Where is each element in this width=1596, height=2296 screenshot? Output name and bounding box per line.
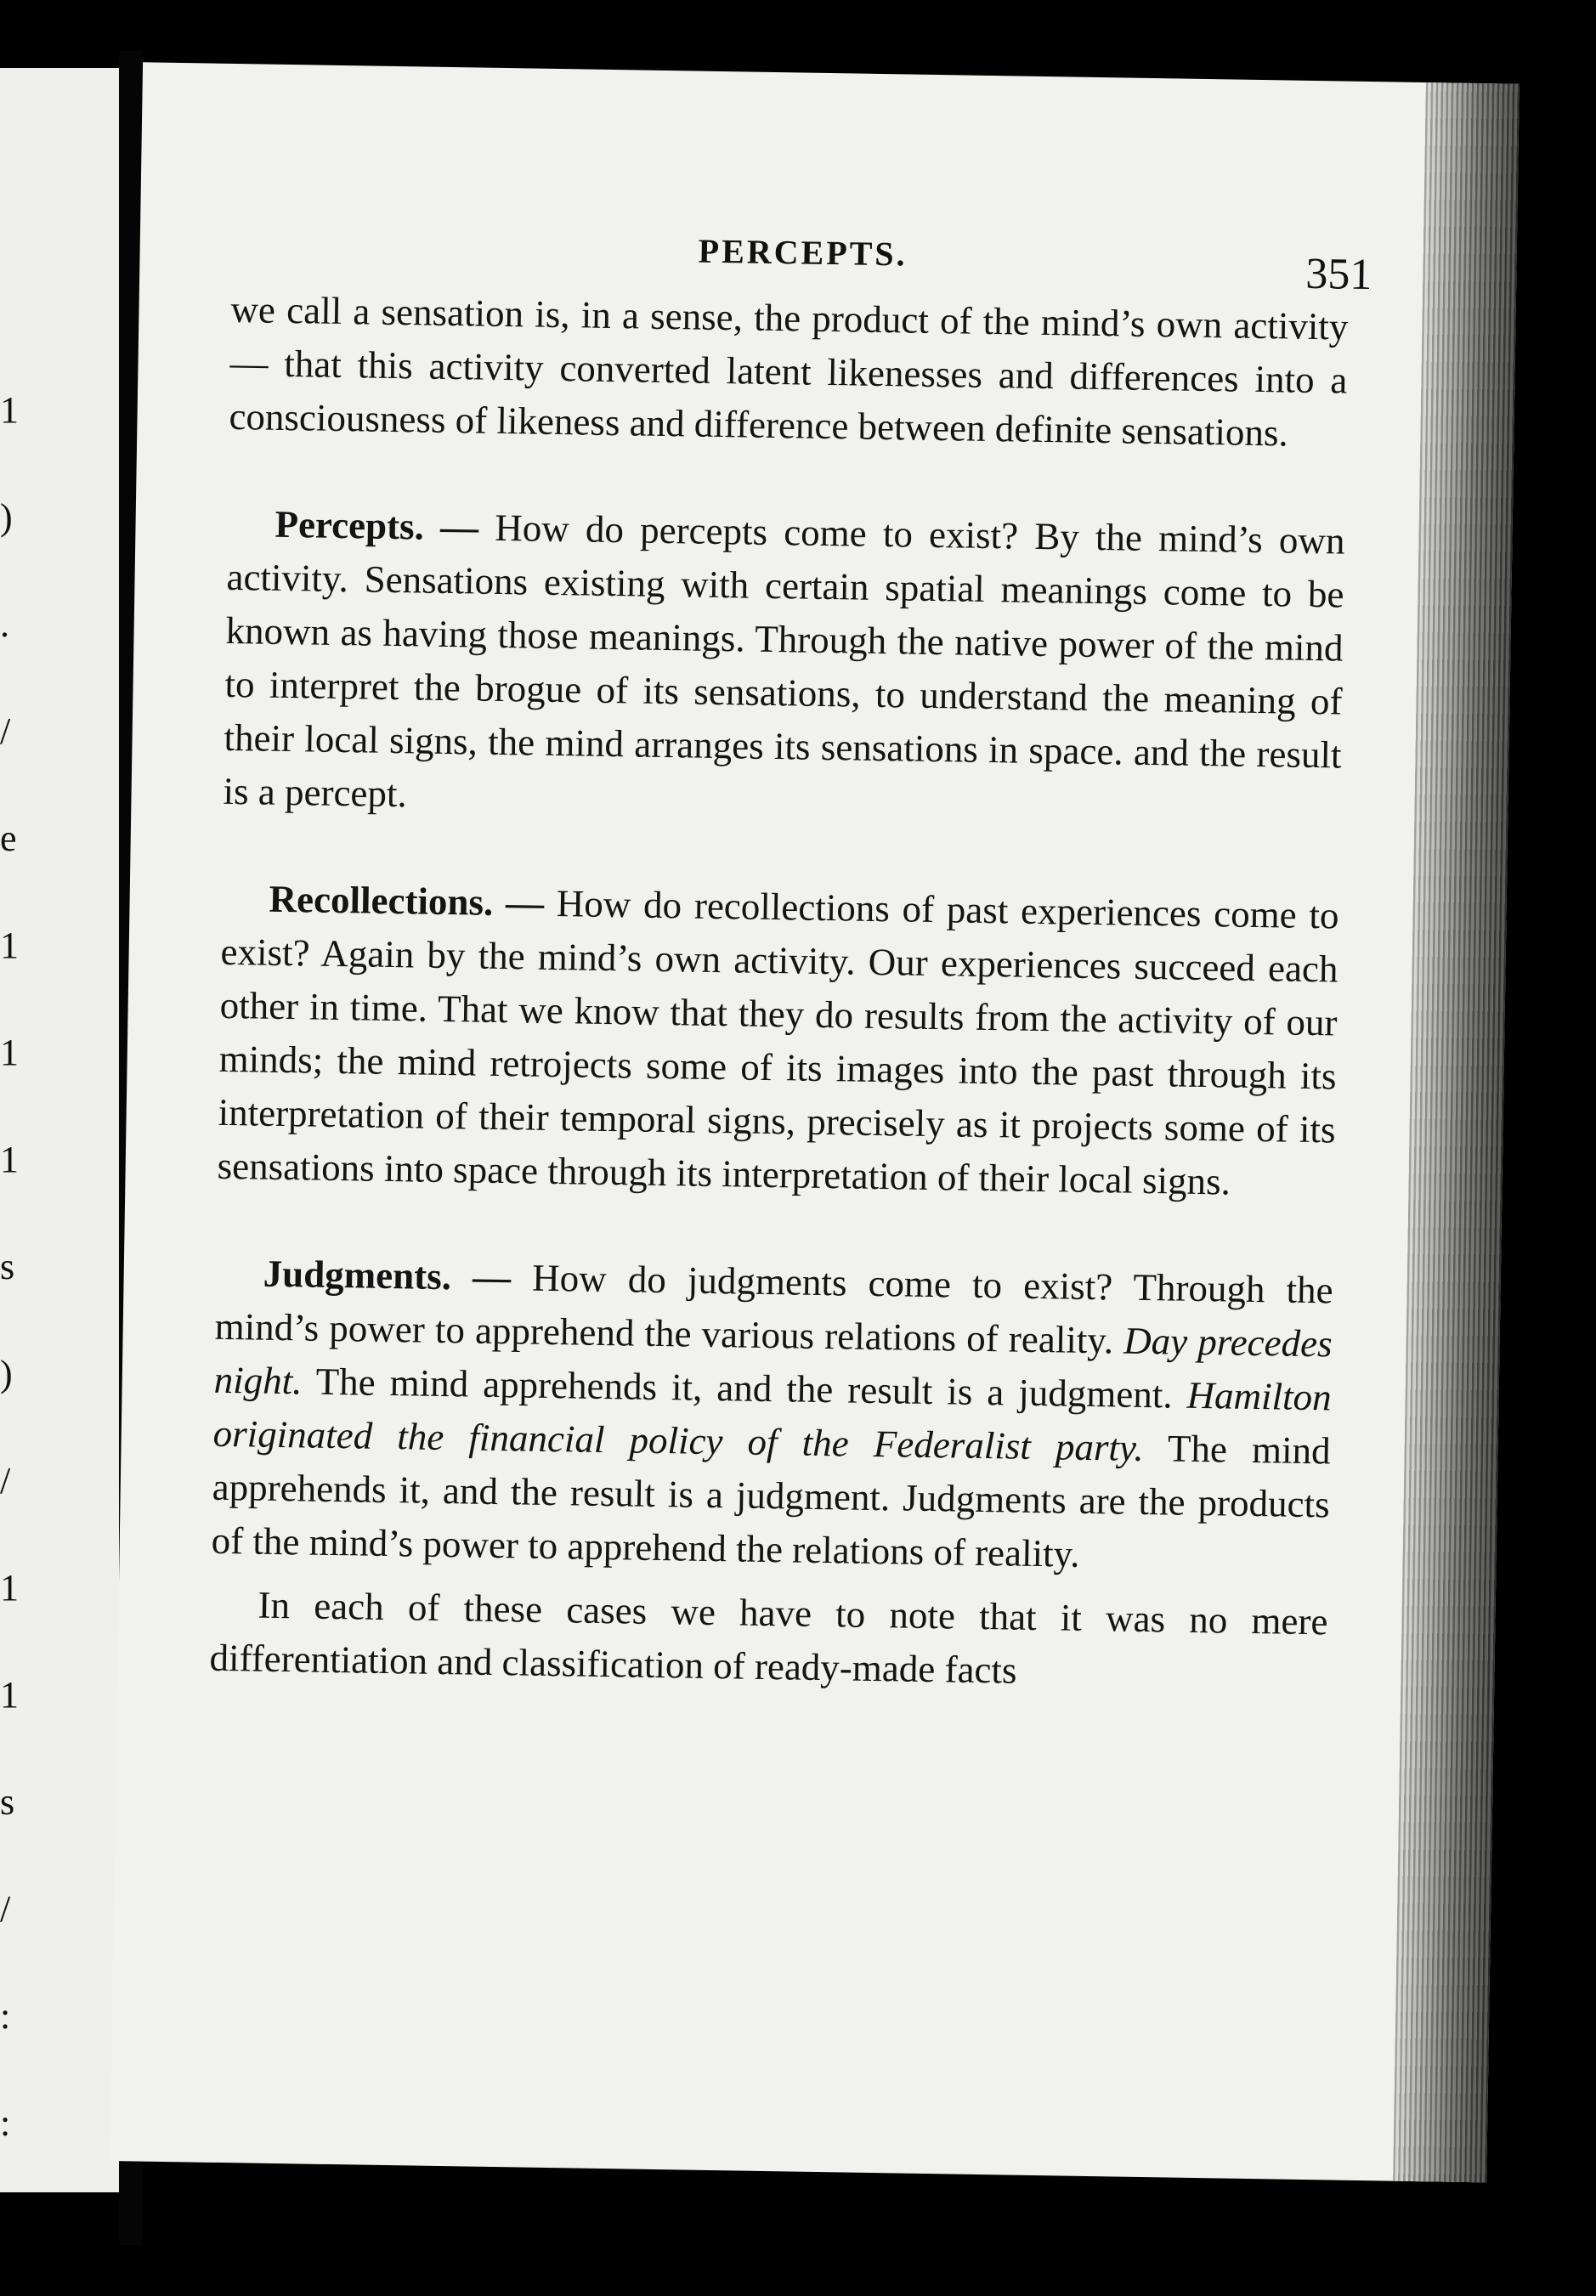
left-facing-page [0,68,119,2192]
paragraph-text: How do recollections of past experiences come to exist? Again by the mind’s own activity. Our experiences succeed each other in time. That we know that they do results from the activity of our minds; the mind retrojects some of its images into the past through its interpretation of their temporal signs, precisely as it projects some of its sensations into space through its interpretation of their local signs. [217,882,1339,1203]
paragraph-recollections [217,872,1339,1211]
paragraph-text-part: The mind apprehends it, and the result is a judgment. Judgments are the products of the mind’s power to apprehend the relations of reality. [211,1426,1331,1575]
paragraph-text-part: How do judgments come to exist? Through the mind’s power to apprehend the various relations of reality. [214,1256,1333,1362]
bottom-shadow [102,2245,1547,2296]
section-heading-recollections: Recollections. — [269,877,557,925]
page-edge-texture [1393,82,1520,2182]
body-text [209,283,1349,1702]
paragraph-text: we call a sensation is, in a sense, the product of the mind’s own activity — that this activity converted latent likenesses and differences into a consciousness of likeness and difference between definite sensations. [229,287,1349,455]
paragraph-text-part: The mind apprehends it, and the result is a judgment. [302,1360,1187,1417]
paragraph-text: How do percepts come to exist? By the mind’s own activity. Sensations existing with certain spatial meanings come to be known as having those meanings. Through the native power of the mind to interpret the brogue of its sensations, to understand the meaning of their local signs, the mind arranges its sensations in space. and the result is a percept. [223,506,1345,816]
left-page-edge-text: 1 ) . / e 1 1 1 s ) / 1 1 s / : : [0,389,19,2144]
running-head: PERCEPTS. [698,231,908,274]
section-heading-percepts: Percepts. — [274,502,495,549]
section-heading-judgments: Judgments. — [263,1252,533,1299]
italic-example-hamilton: Hamilton originated the financial policy of the Federalist party. [212,1373,1332,1469]
paragraph-continuation [229,283,1349,461]
paragraph-text: In each of these cases we have to note that it was no mere differentiation and classification of ready-made facts [209,1583,1328,1692]
book-page [110,62,1520,2182]
paragraph-conclusion [209,1578,1328,1703]
italic-example-day-night: Day precedes night. [213,1319,1333,1403]
paragraph-judgments [211,1247,1333,1586]
paragraph-percepts [223,497,1345,836]
page-number: 351 [1305,249,1372,300]
